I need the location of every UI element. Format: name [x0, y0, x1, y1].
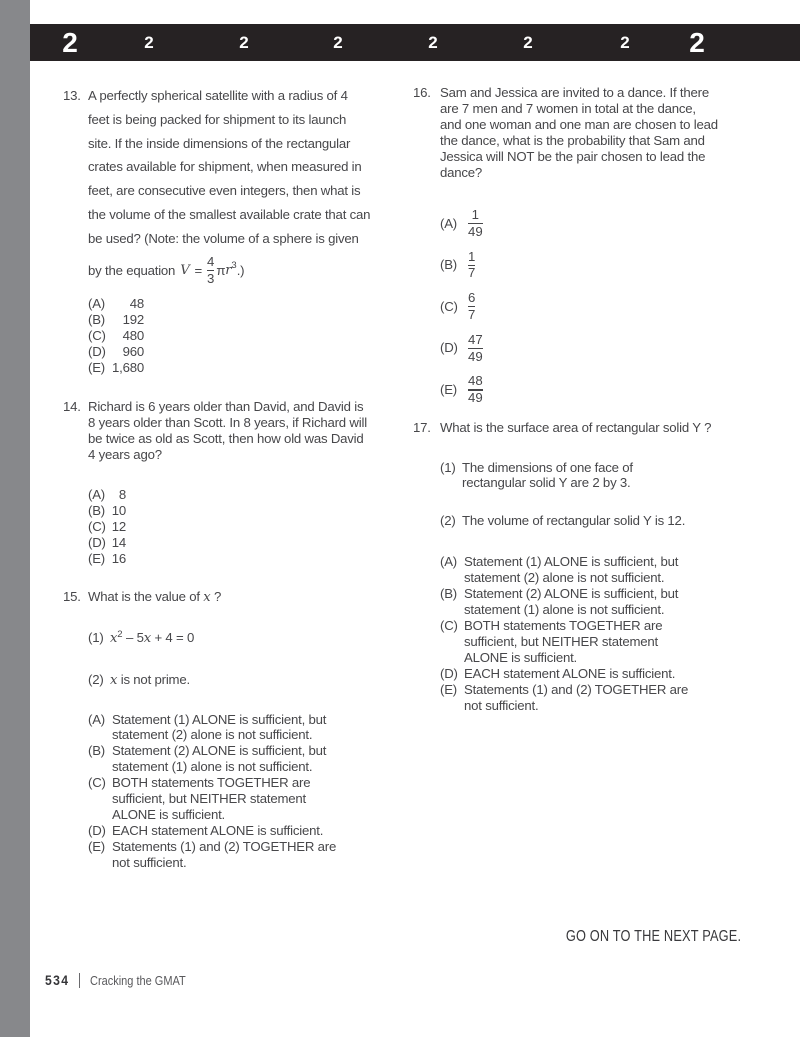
statement-2 — [88, 672, 411, 689]
choice-text — [464, 554, 783, 586]
choice-label: (C) — [88, 775, 106, 791]
statement-label: (1) — [440, 459, 456, 475]
formula-prefix: by the equation — [88, 263, 176, 279]
text-line: Statements (1) and (2) TOGETHER are — [464, 681, 689, 697]
section-number: 2 — [620, 32, 630, 52]
answer-choice — [440, 205, 783, 241]
choice-value: 480 — [122, 327, 144, 343]
variable-r: r — [225, 263, 232, 279]
choice-text — [464, 618, 783, 666]
text-line: ALONE is sufficient. — [464, 649, 578, 665]
question-text — [88, 399, 411, 463]
answer-choice — [440, 586, 783, 618]
question-body — [88, 589, 411, 871]
choice-label: (A) — [440, 215, 457, 231]
fraction-numerator: 1 — [471, 206, 479, 222]
text-line: statement (1) alone is not sufficient. — [112, 759, 313, 775]
section-number: 2 — [239, 32, 249, 52]
question-number: 16. — [413, 85, 431, 100]
text-line: the dance, what is the probability that Sam and — [440, 132, 705, 148]
text-line: feet is being packed for shipment to its launch — [88, 111, 347, 127]
text-line: the volume of the smallest available crate that can — [88, 206, 371, 222]
text-line: rectangular solid Y are 2 by 3. — [462, 475, 631, 491]
pi-symbol: π — [216, 263, 226, 279]
answer-choice — [88, 823, 411, 839]
text-line: BOTH statements TOGETHER are — [112, 775, 311, 791]
text-line: dance? — [440, 164, 483, 180]
text-line: Statement (2) ALONE is sufficient, but — [112, 743, 327, 759]
choice-value: 48 — [129, 295, 144, 311]
question-17 — [413, 420, 783, 713]
text-line: sufficient, but NEITHER statement — [112, 791, 306, 807]
answer-choices — [440, 205, 783, 408]
answer-choice — [88, 551, 411, 567]
answer-choice — [88, 503, 411, 519]
fraction-numerator: 6 — [468, 290, 476, 306]
text-line: sufficient, but NEITHER statement — [464, 633, 658, 649]
fraction-denominator: 7 — [468, 306, 476, 322]
question-text — [440, 85, 783, 180]
text-line: EACH statement ALONE is sufficient. — [464, 665, 676, 681]
question-body — [440, 85, 783, 413]
volume-formula — [88, 252, 411, 290]
formula-suffix: .) — [236, 263, 245, 279]
footer-divider — [79, 973, 80, 988]
choice-label: (C) — [88, 327, 106, 343]
page-footer — [45, 972, 199, 989]
section-number: 2 — [523, 32, 533, 52]
choice-label: (D) — [88, 822, 106, 838]
answer-choice — [88, 519, 411, 535]
choice-label: (D) — [440, 340, 458, 356]
choice-label: (E) — [440, 381, 457, 397]
fraction-numerator: 47 — [468, 331, 483, 347]
question-16 — [413, 85, 783, 413]
statement-2 — [440, 513, 783, 529]
choice-label: (B) — [440, 586, 457, 602]
choice-label: (A) — [440, 554, 457, 570]
fraction — [467, 291, 476, 322]
page-number: 534 — [45, 973, 70, 988]
answer-choice — [440, 682, 783, 714]
choice-label: (A) — [88, 711, 105, 727]
variable-x: x — [110, 672, 118, 688]
fraction-denominator: 49 — [468, 348, 483, 364]
text-line: Statements (1) and (2) TOGETHER are — [112, 838, 337, 854]
text-line: site. If the inside dimensions of the rectangular — [88, 135, 351, 151]
answer-choice — [88, 344, 411, 360]
fraction — [467, 208, 484, 239]
exponent: 2 — [117, 629, 123, 640]
page-spine — [0, 0, 30, 1037]
fraction — [467, 333, 484, 364]
question-13 — [63, 84, 411, 376]
text-line: The dimensions of one face of — [462, 459, 633, 475]
statement-1 — [440, 460, 783, 492]
answer-choice — [88, 775, 411, 823]
choice-text — [464, 586, 783, 618]
choice-label: (D) — [88, 534, 106, 550]
choice-label: (C) — [440, 298, 458, 314]
answer-choices — [88, 712, 411, 871]
text-line: not sufficient. — [464, 697, 539, 713]
question-body — [88, 399, 411, 567]
answer-choices — [440, 554, 783, 713]
text-line: Sam and Jessica are invited to a dance. If there — [440, 85, 709, 100]
question-number: 14. — [63, 399, 81, 414]
question-body — [440, 420, 783, 713]
exponent: 3 — [231, 260, 237, 272]
choice-text — [112, 712, 411, 744]
choice-value: 12 — [111, 518, 126, 534]
answer-choice — [88, 312, 411, 328]
text-line: statement (1) alone is not sufficient. — [464, 602, 665, 618]
choice-label: (A) — [88, 486, 105, 502]
section-number: 2 — [62, 26, 78, 58]
choice-label: (B) — [88, 311, 105, 327]
choice-label: (E) — [440, 681, 457, 697]
statement-text: x is not prime. — [110, 671, 190, 688]
text-line: BOTH statements TOGETHER are — [464, 617, 663, 633]
statement-label: (2) — [88, 671, 104, 687]
text-line: 8 years older than Scott. In 8 years, if Richard will — [88, 414, 367, 430]
text-line: Jessica will NOT be the pair chosen to lead the — [440, 148, 706, 164]
choice-value: 960 — [122, 343, 144, 359]
choice-value: 10 — [111, 502, 126, 518]
answer-choice — [440, 372, 783, 408]
text-line: statement (2) alone is not sufficient. — [464, 570, 665, 586]
answer-choice — [88, 487, 411, 503]
fraction — [467, 374, 484, 405]
variable-x: x — [143, 630, 151, 646]
equals-sign: = — [194, 263, 203, 279]
text-line: are 7 men and 7 women in total at the dance, — [440, 100, 696, 116]
statement-label: (2) — [440, 513, 456, 529]
choice-label: (A) — [88, 295, 105, 311]
question-15 — [63, 589, 411, 871]
text-line: Statement (1) ALONE is sufficient, but — [464, 554, 679, 570]
choice-label: (B) — [88, 743, 105, 759]
choice-text — [112, 823, 411, 839]
choice-text — [112, 839, 411, 871]
statement-text: The volume of rectangular solid Y is 12. — [462, 513, 686, 529]
text-line: be used? (Note: the volume of a sphere is given — [88, 230, 359, 246]
statement-text — [462, 460, 783, 492]
text-line: statement (2) alone is not sufficient. — [112, 727, 313, 743]
fraction-denominator: 7 — [468, 265, 476, 281]
section-number: 2 — [333, 32, 343, 52]
question-number: 13. — [63, 88, 81, 103]
statement-1 — [88, 630, 411, 648]
question-body — [88, 84, 411, 376]
choice-text — [464, 682, 783, 714]
variable-x: x — [203, 590, 211, 605]
section-number: 2 — [144, 32, 154, 52]
answer-choice — [440, 247, 783, 283]
text-line: Richard is 6 years older than David, and David is — [88, 399, 364, 414]
text-line: crates available for shipment, when measured in — [88, 159, 362, 175]
variable-V: V — [180, 263, 190, 279]
answer-choice — [88, 712, 411, 744]
answer-choice — [88, 839, 411, 871]
text-line: feet, are consecutive even integers, then what is — [88, 183, 361, 199]
fraction — [467, 250, 476, 281]
fraction-numerator: 4 — [207, 253, 215, 269]
book-title: Cracking the GMAT — [90, 973, 186, 988]
choice-value: 14 — [111, 534, 126, 550]
fraction-denominator: 49 — [468, 223, 483, 239]
fraction — [207, 255, 214, 286]
fraction-numerator: 48 — [468, 373, 483, 389]
question-text: What is the value of x ? — [88, 589, 222, 605]
choice-label: (B) — [440, 257, 457, 273]
choice-label: (D) — [88, 343, 106, 359]
answer-choices — [88, 296, 411, 376]
answer-choice — [88, 296, 411, 312]
answer-choice — [440, 666, 783, 682]
choice-label: (C) — [440, 617, 458, 633]
fraction-denominator: 49 — [468, 390, 483, 406]
choice-value: 8 — [118, 486, 126, 502]
choice-label: (E) — [88, 550, 105, 566]
go-on-instruction: GO ON TO THE NEXT PAGE. — [565, 928, 741, 945]
answer-choice — [88, 535, 411, 551]
text-line: 4 years ago? — [88, 446, 162, 462]
answer-choice — [440, 289, 783, 325]
text-line: not sufficient. — [112, 854, 187, 870]
section-number: 2 — [689, 26, 705, 58]
choice-label: (E) — [88, 359, 105, 375]
answer-choice — [88, 743, 411, 775]
choice-text — [112, 775, 411, 823]
answer-choice — [88, 328, 411, 344]
choice-value: 1,680 — [111, 359, 144, 375]
question-number: 15. — [63, 589, 81, 604]
choice-label: (E) — [88, 838, 105, 854]
answer-choice — [440, 618, 783, 666]
choice-text — [464, 666, 783, 682]
choice-label: (D) — [440, 665, 458, 681]
text-line: A perfectly spherical satellite with a radius of 4 — [88, 88, 348, 103]
choice-value: 192 — [122, 311, 144, 327]
text-line: EACH statement ALONE is sufficient. — [112, 822, 324, 838]
answer-choice — [440, 554, 783, 586]
answer-choice — [440, 330, 783, 366]
text-line: and one woman and one man are chosen to lead — [440, 116, 718, 132]
statement-text: $x^2 - 5x + 4 = 0$ — [110, 629, 195, 646]
question-14 — [63, 399, 411, 567]
fraction-numerator: 1 — [468, 248, 476, 264]
text-line: be twice as old as Scott, then how old was David — [88, 430, 364, 446]
text-line: ALONE is sufficient. — [112, 806, 226, 822]
section-header-bar — [30, 24, 800, 61]
fraction-denominator: 3 — [207, 270, 215, 286]
question-number: 17. — [413, 420, 431, 435]
statement-label: (1) — [88, 629, 104, 645]
answer-choice — [88, 360, 411, 376]
choice-label: (B) — [88, 502, 105, 518]
choice-label: (C) — [88, 518, 106, 534]
section-number: 2 — [428, 32, 438, 52]
text-line: Statement (2) ALONE is sufficient, but — [464, 586, 679, 602]
question-text — [88, 84, 411, 251]
text-line: Statement (1) ALONE is sufficient, but — [112, 711, 327, 727]
choice-value: 16 — [111, 550, 126, 566]
question-text: What is the surface area of rectangular solid Y ? — [440, 420, 712, 435]
choice-text — [112, 743, 411, 775]
answer-choices — [88, 487, 411, 567]
variable-x: x — [110, 630, 118, 646]
